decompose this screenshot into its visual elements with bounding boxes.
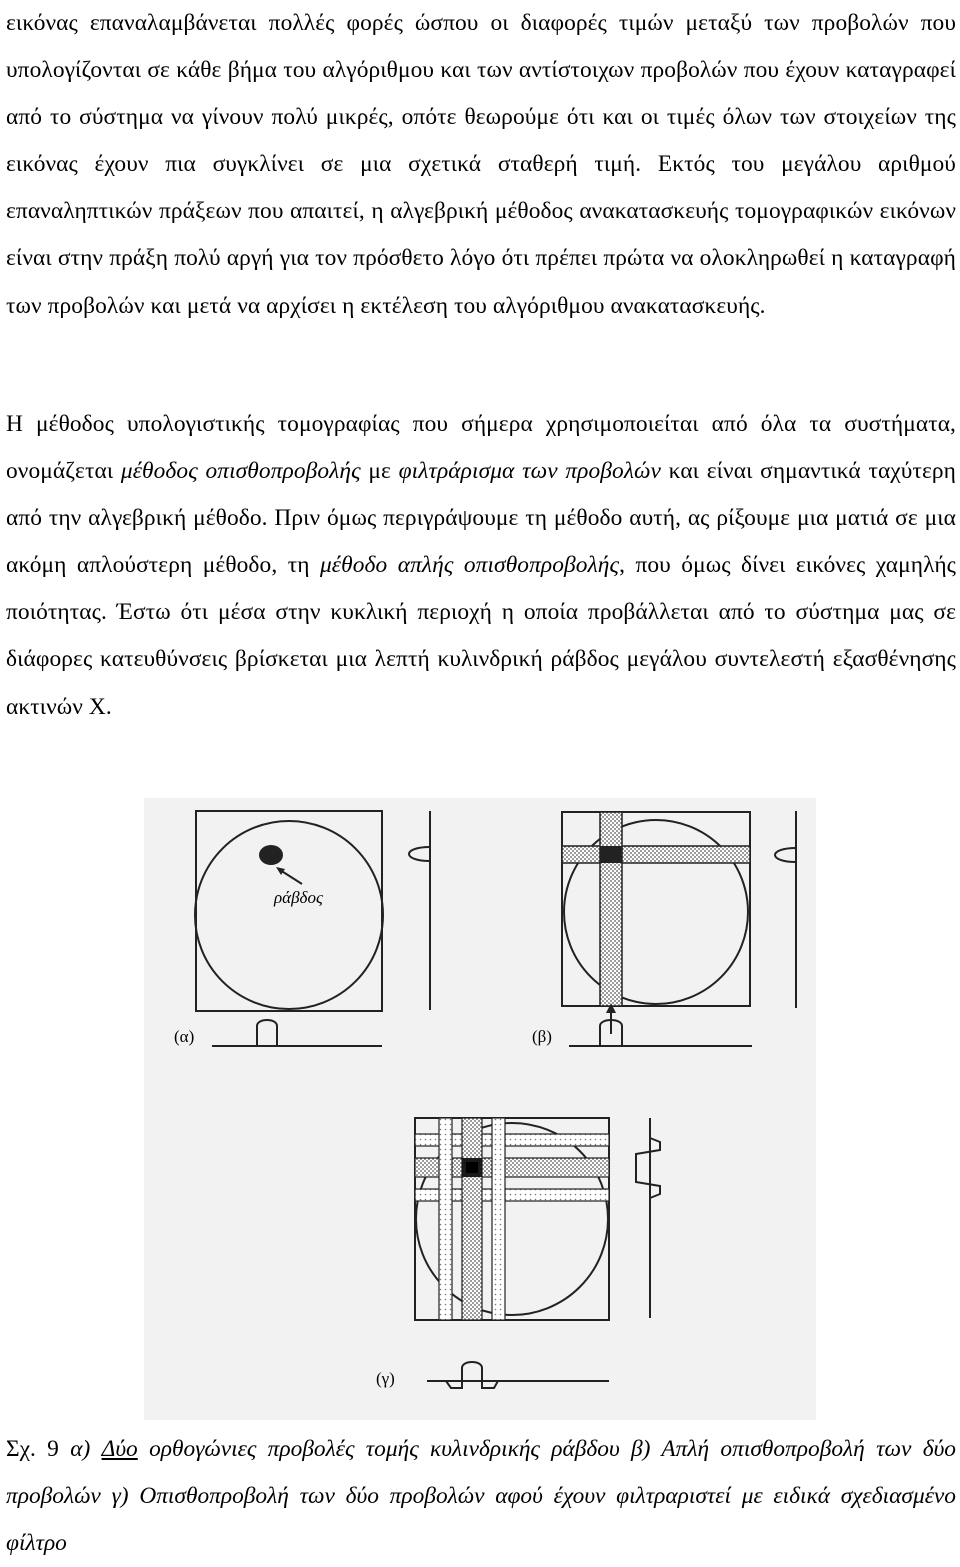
label-a: (α): [174, 1027, 195, 1046]
filtered-overlap-core: [466, 1162, 478, 1173]
p2-seg3: με: [360, 458, 399, 485]
term-backprojection: μέθοδος οπισθοπροβολής: [120, 458, 361, 485]
p2-seg7: , που όμως δίνει εικόνες χαμηλής ποιότητας. Έστω ότι μέσα στην κυκλική περιοχή η οποία προβάλλεται από το σύστημα μας σε διάφορες κατευθύνσεις βρίσκεται μια λεπτή κυλινδρική ράβδος μεγάλου συντελεστή εξασθένησης ακτινών Χ.: [6, 552, 957, 720]
paragraph-1: [6, 0, 956, 330]
figure-background: [144, 798, 816, 1420]
p2-seg5: και είναι σημαντικά ταχύτερη από την αλγεβρική μέθοδο. Πριν όμως περιγράψουμε τη μέθοδο αυτή, ας ρίξουμε μια ματιά σε μια ακόμη απλούστερη μέθοδο, τη: [6, 458, 956, 579]
figure-9: [144, 798, 816, 1420]
caption-part-a-rest: ορθογώνιες προβολές τομής κυλινδρικής ράβδου: [137, 1436, 620, 1462]
figure-caption: [6, 1426, 956, 1567]
term-filtering: φιλτράρισμα των προβολών: [398, 458, 661, 485]
caption-part-a-label: α): [70, 1436, 91, 1462]
filtered-band-v2: [462, 1118, 482, 1320]
term-simple-backprojection: μέθοδο απλής οπισθοπροβολής: [319, 552, 620, 579]
filtered-band-v3: [492, 1118, 505, 1320]
p2-seg1: Η μέθοδος υπολογιστικής τομογραφίας που σήμερα χρησιμοποιείται από όλα τα συστήματα, ονομάζεται: [6, 411, 956, 485]
rod-label: ράβδος: [274, 888, 323, 907]
caption-part-b: β) Απλή οπισθοπροβολή των δύο προβολών: [6, 1436, 956, 1510]
backprojection-horizontal: [562, 846, 750, 863]
paragraph-2: [6, 401, 956, 731]
caption-part-c: γ) Οπισθοπροβολή των δύο προβολών αφού έχουν φιλτραριστεί με ειδικά σχεδιασμένο φίλτρο: [6, 1483, 956, 1557]
caption-prefix: Σχ. 9: [6, 1436, 71, 1462]
filtered-band-v1: [439, 1118, 452, 1320]
label-c: (γ): [376, 1369, 395, 1388]
rod-cross-section: [259, 845, 283, 865]
label-b: (β): [532, 1027, 552, 1046]
backprojection-overlap: [600, 846, 622, 863]
paragraph-1-text: εικόνας επαναλαμβάνεται πολλές φορές ώσπου οι διαφορές τιμών μεταξύ των προβολών που υπολογίζονται σε κάθε βήμα του αλγόριθμου και των αντίστοιχων προβολών που έχουν καταγραφεί από το σύστημα να γίνουν πολύ μικρές, οπότε θεωρούμε ότι και οι τιμές όλων των στοιχείων της εικόνας έχουν πια συγκλίνει σε μια σχετικά σταθερή τιμή. Εκτός του μεγάλου αριθμού επαναληπτικών πράξεων που απαιτεί, η αλγεβρική μέθοδος ανακατασκευής τομογραφικών εικόνων είναι στην πράξη πολύ αργή για τον πρόσθετο λόγο ότι πρέπει πρώτα να ολοκληρωθεί η καταγραφή των προβολών και μετά να αρχίσει η εκτέλεση του αλγόριθμου ανακατασκευής.: [6, 10, 956, 319]
caption-part-a-underlined: Δύο: [101, 1436, 138, 1462]
backprojection-vertical: [600, 812, 622, 1006]
